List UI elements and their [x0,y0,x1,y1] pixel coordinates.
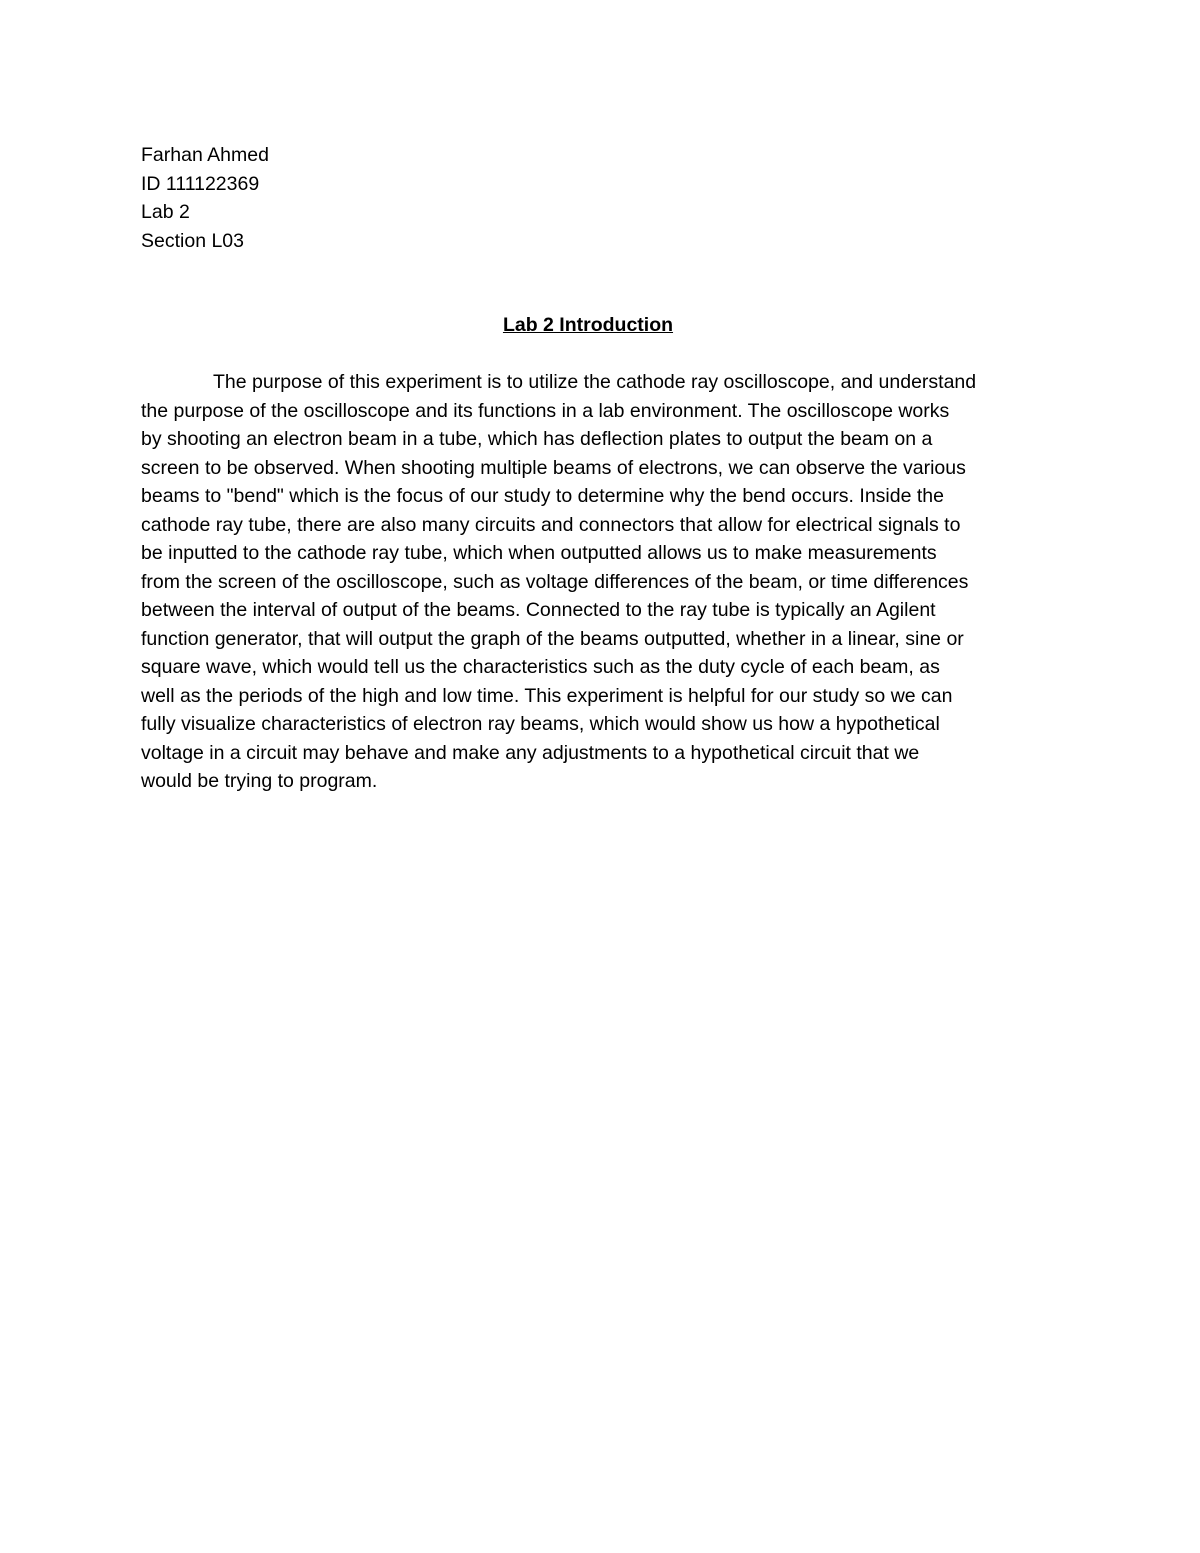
section-label: Section L03 [141,229,244,252]
student-id: ID 111122369 [141,172,260,195]
paragraph-line: function generator, that will output the graph of the beams outputted, whether in a linear, sine or [141,627,964,650]
paragraph-line: cathode ray tube, there are also many circuits and connectors that allow for electrical signals to [141,513,961,536]
paragraph-line: between the interval of output of the beams. Connected to the ray tube is typically an Agilent [141,599,936,621]
introduction-paragraph [141,368,1071,796]
paragraph-line: The purpose of this experiment is to utilize the cathode ray oscilloscope, and understand [213,371,977,393]
document-title: Lab 2 Introduction [502,314,674,336]
paragraph-line: from the screen of the oscilloscope, such as voltage differences of the beam, or time differences [141,570,969,593]
paragraph-line: screen to be observed. When shooting multiple beams of electrons, we can observe the various [141,456,966,479]
paragraph-line: well as the periods of the high and low time. This experiment is helpful for our study so we can [141,684,953,707]
lab-number: Lab 2 [141,201,190,224]
author-header [141,141,741,255]
paragraph-line: fully visualize characteristics of electron ray beams, which would show us how a hypothetical [141,713,940,735]
paragraph-line: the purpose of the oscilloscope and its functions in a lab environment. The oscilloscope works [141,399,950,422]
paragraph-line: square wave, which would tell us the characteristics such as the duty cycle of each beam, as [141,656,940,678]
author-name: Farhan Ahmed [141,144,269,166]
paragraph-line: would be trying to program. [141,770,378,792]
paragraph-line: by shooting an electron beam in a tube, which has deflection plates to output the beam on a [141,428,933,450]
paragraph-line: be inputted to the cathode ray tube, which when outputted allows us to make measurements [141,542,937,564]
paragraph-line: beams to "bend" which is the focus of our study to determine why the bend occurs. Inside the [141,485,944,507]
paragraph-line: voltage in a circuit may behave and make any adjustments to a hypothetical circuit that we [141,741,920,764]
